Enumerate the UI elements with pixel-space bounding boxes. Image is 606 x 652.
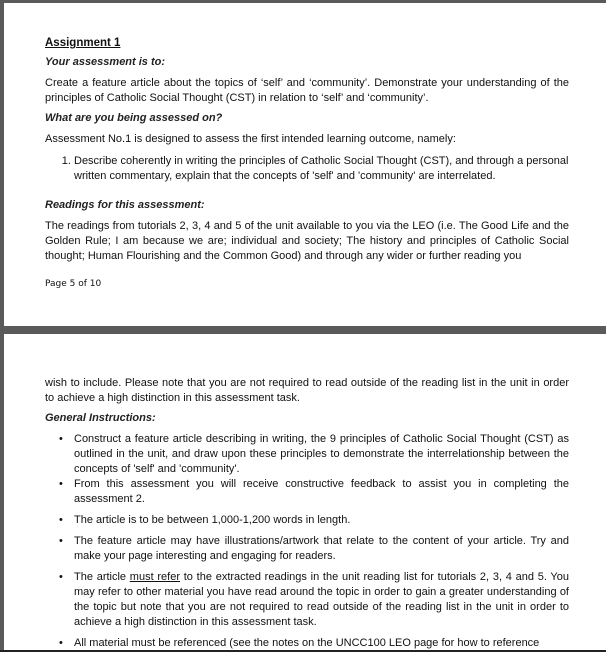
instruction-item: • All material must be referenced (see the notes on the UNCC100 LEO page for how to reference <box>59 637 540 649</box>
must-refer-emphasis: must refer <box>129 571 180 583</box>
instructions-list <box>45 432 569 650</box>
instruction-item: • The feature article may have illustrations/artwork that relate to the content of your article. Try and make your page interesting and engaging for readers. <box>59 535 569 562</box>
learning-outcome-item: 1. Describe coherently in writing the principles of Catholic Social Thought (CST), and through a personal written commentary, explain that the concepts of 'self' and 'community' are interrelated. <box>74 154 569 184</box>
instruction-item: • Construct a feature article describing in writing, the 9 principles of Catholic Social Thought (CST) as outlined in the unit, and draw upon these principles to demonstrate the interrelationship between the concepts of 'self' and 'community'. <box>59 433 569 475</box>
bullet-icon: • <box>59 535 63 547</box>
assessed-on-paragraph: Assessment No.1 is designed to assess the first intended learning outcome, namely: <box>45 133 456 145</box>
subheading-general-instructions: General Instructions: <box>45 412 156 424</box>
instruction-item: • From this assessment you will receive constructive feedback to assist you in completing the assessment 2. <box>59 478 569 505</box>
page-content <box>45 36 569 292</box>
bullet-icon: • <box>59 433 63 445</box>
subheading-assessed-on: What are you being assessed on? <box>45 112 223 124</box>
subheading-readings: Readings for this assessment: <box>45 199 205 211</box>
document-page-5 <box>4 3 606 326</box>
instruction-item: • The article is to be between 1,000-1,200 words in length. <box>59 514 351 526</box>
assignment-heading: Assignment 1 <box>45 37 121 49</box>
assessment-paragraph: Create a feature article about the topics of ‘self’ and ‘community’. Demonstrate your understanding of the principles of Catholic Social Thought (CST) in relation to ‘self’ and ‘community’. <box>45 77 569 104</box>
learning-outcomes-list <box>45 154 569 184</box>
bullet-icon: • <box>59 478 63 490</box>
instruction-item: • The article must refer to the extracted readings in the unit reading list for tutorials 2, 3, 4 and 5. You may refer to other material you have read around the topic in order to gain a greater understanding of the topic but note that you are not required to read outside of the reading list in the unit in order to achieve a high distinction in this assessment task. <box>59 571 569 628</box>
subheading-assessment: Your assessment is to: <box>45 56 166 68</box>
bullet-icon: • <box>59 571 63 583</box>
readings-paragraph: The readings from tutorials 2, 3, 4 and 5 of the unit available to you via the LEO (i.e. The Good Life and the Golden Rule; I am because we are; individual and society; The history and principles of Catholic Social thought; Human Flourishing and the Common Good) and through any wider or further reading you <box>45 220 569 262</box>
readings-continued-paragraph: wish to include. Please note that you are not required to read outside of the reading list in the unit in order to achieve a high distinction in this assessment task. <box>45 377 569 404</box>
bullet-icon: • <box>59 514 63 526</box>
page-content <box>45 376 569 650</box>
document-page-6 <box>4 334 606 650</box>
bullet-icon: • <box>59 637 63 649</box>
page-footer: Page 5 of 10 <box>45 279 102 289</box>
